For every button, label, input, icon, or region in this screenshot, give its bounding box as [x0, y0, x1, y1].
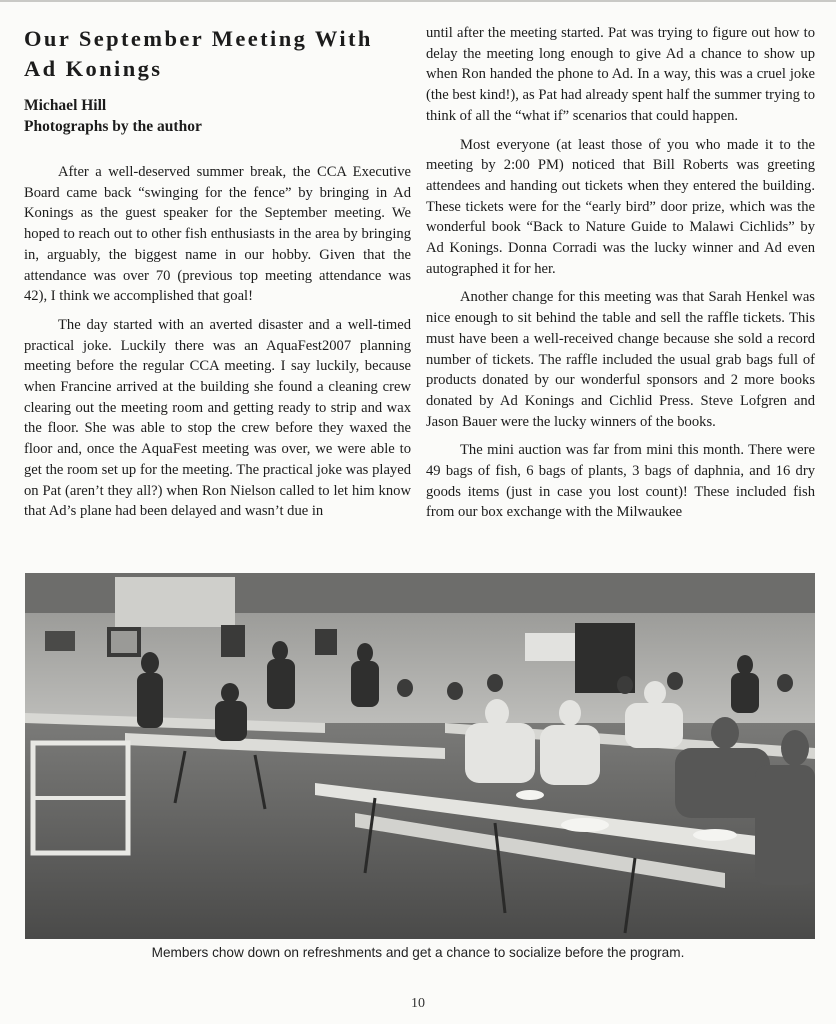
photo-caption: Members chow down on refreshments and get a chance to socialize before the program.	[151, 945, 685, 960]
paragraph: Most everyone (at least those of you who made it to the meeting by 2:00 PM) noticed that Bill Roberts was greeting attendees and handing out tickets when they entered the building. These tickets were for the “early bird” door prize, which was the wonderful book “Back to Nature Guide to Malawi Cichlids” by Ad Konings. Donna Corradi was the lucky winner and Ad even autographed it for her.	[426, 136, 815, 277]
left-column	[24, 24, 411, 530]
paragraph: until after the meeting started. Pat was trying to figure out how to delay the meeting long enough to give Ad a chance to show up when Ron handed the phone to Ad. In a way, this was a cruel joke (the best kind!), as Pat had already spent half the summer trying to think of all the “what if” scenarios that could happen.	[426, 25, 815, 124]
paragraph: After a well-deserved summer break, the CCA Executive Board came back “swinging for the fence” by bringing in Ad Konings as the guest speaker for the September meeting. We hoped to reach out to other fish enthusiasts in the area by bringing in, arguably, the biggest name in our hobby. Given that the attendance was over 70 (previous top meeting attendance was 42), I think we accomplished that goal!	[24, 164, 411, 305]
author-name: Michael Hill	[24, 97, 107, 114]
photo-credit: Photographs by the author	[24, 117, 202, 135]
paragraph: The day started with an averted disaster and a well-timed practical joke. Luckily there was an AquaFest2007 planning meeting before the regular CCA meeting. I say luckily, because when Francine arrived at the building she found a cleaning crew clearing out the meeting room and getting ready to strip and wax the floor. She was able to stop the crew before they waxed the floor and, once the AquaFest meeting was over, we were able to get the room set up for the meeting. The practical joke was played on Pat (aren’t they all?) when Ron Nielson called to let him know that Ad’s plane had been delayed and wasn’t due in	[24, 316, 411, 520]
left-body	[24, 162, 411, 522]
byline	[24, 96, 411, 137]
meeting-photo	[25, 573, 815, 939]
article-title: Our September Meeting With Ad Konings	[24, 26, 373, 81]
right-column	[426, 23, 815, 531]
paragraph: Another change for this meeting was that Sarah Henkel was nice enough to sit behind the table and sell the raffle tickets. This must have been a well-received change because she sold a record number of tickets. The raffle included the usual grab bags full of products donated by our wonderful sponsors and 2 more books donated by Ad Konings and Cichlid Press. Steve Lofgren and Jason Bauer were the lucky winners of the books.	[426, 289, 815, 430]
meeting-photo-image	[25, 573, 815, 939]
page-number: 10	[411, 996, 425, 1011]
top-rule	[0, 0, 836, 2]
paragraph: The mini auction was far from mini this month. There were 49 bags of fish, 6 bags of plants, 3 bags of daphnia, and 16 dry goods items (just in case you lost count)! These included fish from our box exchange with the Milwaukee	[426, 442, 815, 521]
